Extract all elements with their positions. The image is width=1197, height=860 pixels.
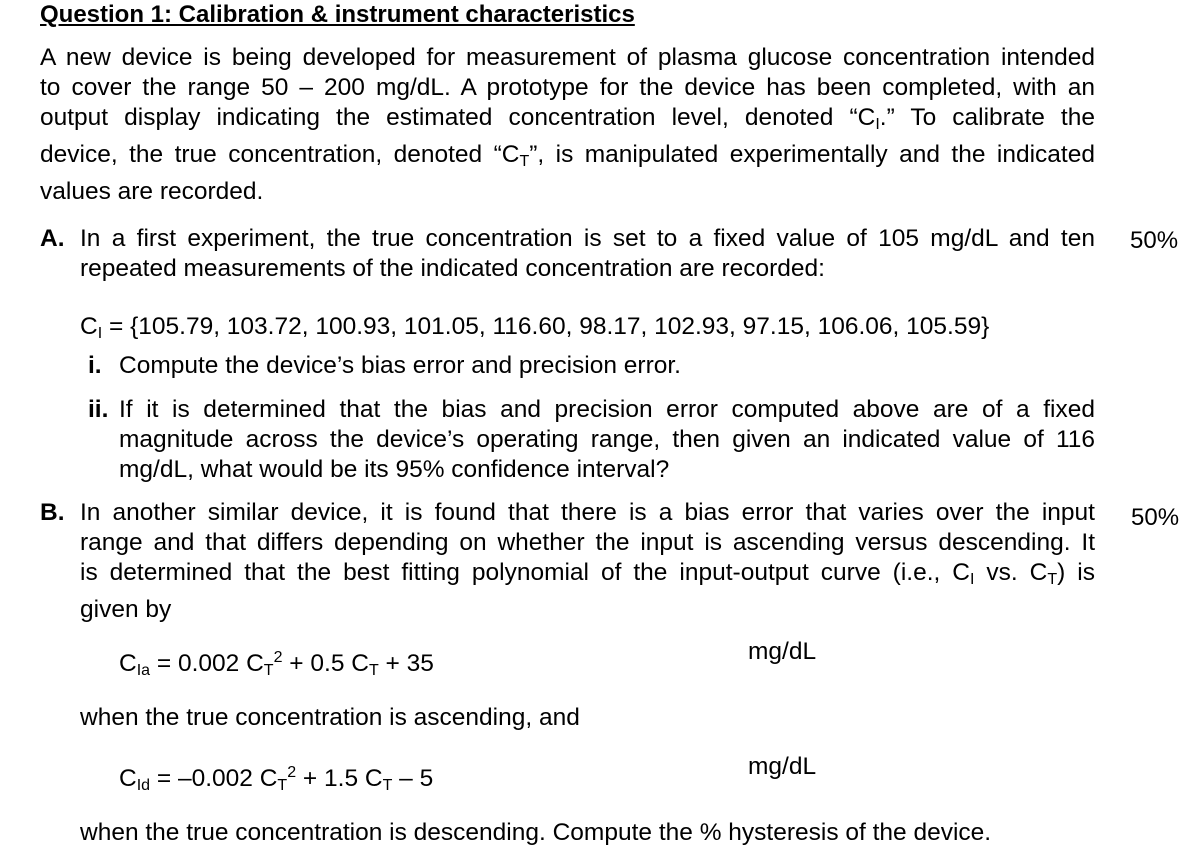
equation-descending-unit: mg/dL xyxy=(748,753,817,780)
equation-descending: $C_{Id} = -0.002$ $C_T^2 + 1.5$ $C_T - 5$ xyxy=(119,764,434,794)
intro-line: A new device is being developed for measurement of plasma glucose concentration intended xyxy=(40,44,1095,71)
item-i-label: i. xyxy=(88,352,102,379)
item-ii-line: magnitude across the device’s operating range, then given an indicated value of 116 xyxy=(119,426,1095,453)
question-title: Question 1: Calibration & instrument characteristics xyxy=(40,1,635,28)
part-a-weight: 50% xyxy=(1130,227,1179,254)
part-b-weight: 50% xyxy=(1131,504,1180,531)
part-b-line: is determined that the best fitting polynomial of the input-output curve (i.e., $C_I$ vs. $C_T$) is xyxy=(80,559,1095,588)
part-b-line: range and that differs depending on whether the input is ascending versus descending. It xyxy=(80,529,1095,556)
intro-line: output display indicating the estimated concentration level, denoted “$C_I$.” To calibrate the xyxy=(40,104,1095,133)
closing-text: when the true concentration is descending. Compute the % hysteresis of the device. xyxy=(80,819,992,846)
equation-ascending: $C_{Ia} = 0.002$ $C_T^2 + 0.5$ $C_T + 35$ xyxy=(119,649,434,679)
item-ii-line: If it is determined that the bias and precision error computed above are of a fixed xyxy=(119,396,1095,423)
part-a-line: repeated measurements of the indicated concentration are recorded: xyxy=(80,255,825,282)
item-i-text: Compute the device’s bias error and precision error. xyxy=(119,352,681,379)
part-b-label: B. xyxy=(40,499,65,526)
intro-line: values are recorded. xyxy=(40,178,264,205)
part-a-text xyxy=(80,224,1095,284)
item-ii-line: mg/dL, what would be its 95% confidence interval? xyxy=(119,456,670,483)
intro-line: to cover the range 50 – 200 mg/dL. A prototype for the device has been completed, with an xyxy=(40,74,1095,101)
item-ii-text xyxy=(119,395,1095,485)
equation-ascending-unit: mg/dL xyxy=(748,638,817,665)
intro-paragraph xyxy=(40,43,1095,207)
item-ii-label: ii. xyxy=(88,396,109,423)
part-b-line: given by xyxy=(80,596,172,623)
between-text: when the true concentration is ascending, and xyxy=(80,704,580,731)
measurement-set: $C_I = \{105.79$, 103.72, 100.93, 101.05, 116.60, 98.17, 102.93, 97.15, 106.06, 105.59} xyxy=(80,313,990,342)
intro-line: device, the true concentration, denoted “$C_T$”, is manipulated experimentally and the indicated xyxy=(40,141,1095,170)
part-a-line: In a first experiment, the true concentration is set to a fixed value of 105 mg/dL and ten xyxy=(80,225,1095,252)
part-b-line: In another similar device, it is found that there is a bias error that varies over the input xyxy=(80,499,1095,526)
part-b-text xyxy=(80,498,1095,625)
part-a-label: A. xyxy=(40,225,65,252)
